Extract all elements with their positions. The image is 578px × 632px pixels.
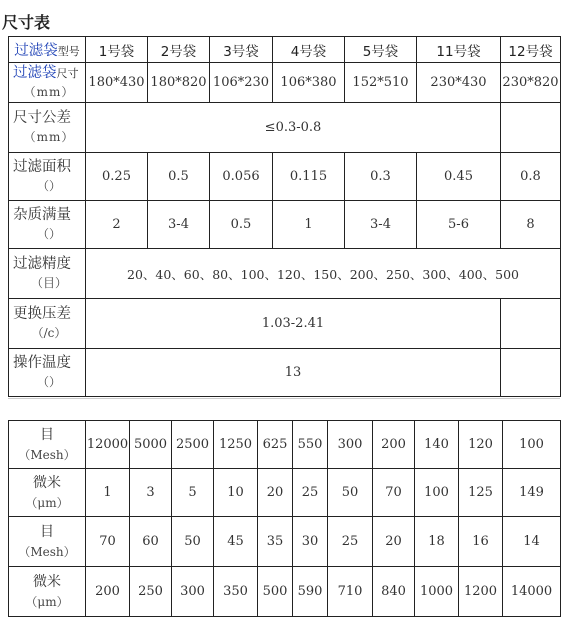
capacity-cell: 3-4 xyxy=(345,201,417,249)
area-row xyxy=(9,153,561,201)
conversion-row-label xyxy=(9,421,86,469)
conversion-cell: 25 xyxy=(328,517,373,567)
corner-main-label: 过滤袋 xyxy=(14,43,58,59)
conversion-label: 微米 xyxy=(33,573,61,590)
conversion-row xyxy=(9,517,561,567)
capacity-cell: 5-6 xyxy=(417,201,501,249)
conversion-row xyxy=(9,469,561,517)
empty-cell xyxy=(501,299,561,349)
conversion-row-label xyxy=(9,567,86,617)
capacity-row xyxy=(9,201,561,249)
precision-value: 20、40、60、80、100、120、150、200、250、300、400、500 xyxy=(86,249,561,299)
conversion-cell: 590 xyxy=(293,567,328,617)
conversion-cell: 500 xyxy=(258,567,293,617)
conversion-cell: 625 xyxy=(258,421,293,469)
conversion-cell: 1000 xyxy=(415,567,459,617)
conversion-cell: 1250 xyxy=(214,421,258,469)
temp-row-label xyxy=(9,349,86,397)
precision-row-label xyxy=(9,249,86,299)
area-row-label xyxy=(9,153,86,201)
conversion-cell: 5000 xyxy=(130,421,172,469)
model-header: 11号袋 xyxy=(417,37,501,63)
conversion-cell: 50 xyxy=(328,469,373,517)
conversion-row xyxy=(9,567,561,617)
precision-unit: （目） xyxy=(30,275,67,290)
conversion-cell: 12000 xyxy=(86,421,130,469)
conversion-row-label xyxy=(9,469,86,517)
conversion-cell: 20 xyxy=(373,517,415,567)
corner-header-cell xyxy=(9,37,86,63)
area-cell: 0.8 xyxy=(501,153,561,201)
pressure-row xyxy=(9,299,561,349)
conversion-cell: 550 xyxy=(293,421,328,469)
temp-unit: （） xyxy=(36,374,61,389)
area-label: 过滤面积 xyxy=(13,158,71,175)
conversion-cell: 100 xyxy=(503,421,561,469)
size-row xyxy=(9,63,561,103)
pressure-label: 更换压差 xyxy=(13,305,71,322)
conversion-cell: 25 xyxy=(293,469,328,517)
size-cell: 106*230 xyxy=(210,63,273,103)
conversion-cell: 60 xyxy=(130,517,172,567)
section-divider xyxy=(8,398,560,399)
empty-cell xyxy=(501,349,561,397)
conversion-cell: 149 xyxy=(503,469,561,517)
pressure-row-label xyxy=(9,299,86,349)
header-row xyxy=(9,37,561,63)
conversion-cell: 1 xyxy=(86,469,130,517)
conversion-label: 目 xyxy=(40,523,54,540)
conversion-cell: 3 xyxy=(130,469,172,517)
area-unit: （） xyxy=(36,178,61,193)
model-header: 12号袋 xyxy=(501,37,561,63)
conversion-cell: 300 xyxy=(172,567,214,617)
temp-value: 13 xyxy=(86,349,501,397)
model-header: 1号袋 xyxy=(86,37,148,63)
size-table xyxy=(8,36,561,397)
conversion-cell: 50 xyxy=(172,517,214,567)
size-cell: 180*820 xyxy=(148,63,210,103)
conversion-cell: 45 xyxy=(214,517,258,567)
pressure-unit: （/c） xyxy=(31,325,67,340)
capacity-cell: 8 xyxy=(501,201,561,249)
conversion-label: 目 xyxy=(40,426,54,443)
size-label: 过滤袋 xyxy=(13,64,57,81)
precision-row xyxy=(9,249,561,299)
conversion-cell: 1200 xyxy=(459,567,503,617)
conversion-cell: 70 xyxy=(373,469,415,517)
conversion-label: 微米 xyxy=(33,474,61,491)
capacity-row-label xyxy=(9,201,86,249)
conversion-cell: 125 xyxy=(459,469,503,517)
conversion-cell: 14000 xyxy=(503,567,561,617)
conversion-cell: 5 xyxy=(172,469,214,517)
area-cell: 0.25 xyxy=(86,153,148,201)
size-row-label xyxy=(9,63,86,103)
conversion-cell: 100 xyxy=(415,469,459,517)
conversion-unit: （Mesh） xyxy=(18,544,76,559)
area-cell: 0.5 xyxy=(148,153,210,201)
conversion-row xyxy=(9,421,561,469)
conversion-cell: 200 xyxy=(373,421,415,469)
pressure-value: 1.03-2.41 xyxy=(86,299,501,349)
tolerance-row xyxy=(9,103,561,153)
conversion-cell: 18 xyxy=(415,517,459,567)
size-label-suffix: 尺寸 xyxy=(56,66,79,80)
area-cell: 0.056 xyxy=(210,153,273,201)
capacity-cell: 2 xyxy=(86,201,148,249)
size-cell: 106*380 xyxy=(273,63,345,103)
size-cell: 230*430 xyxy=(417,63,501,103)
model-header: 4号袋 xyxy=(273,37,345,63)
conversion-cell: 840 xyxy=(373,567,415,617)
size-cell: 152*510 xyxy=(345,63,417,103)
conversion-cell: 20 xyxy=(258,469,293,517)
temp-label: 操作温度 xyxy=(13,354,71,371)
capacity-cell: 1 xyxy=(273,201,345,249)
capacity-unit: （） xyxy=(36,226,61,241)
conversion-unit: （Mesh） xyxy=(18,447,76,462)
size-cell: 230*820 xyxy=(501,63,561,103)
conversion-unit: （μm） xyxy=(25,495,69,510)
model-header: 3号袋 xyxy=(210,37,273,63)
conversion-row-label xyxy=(9,517,86,567)
tolerance-label: 尺寸公差 xyxy=(13,109,71,126)
capacity-cell: 3-4 xyxy=(148,201,210,249)
size-cell: 180*430 xyxy=(86,63,148,103)
empty-cell xyxy=(501,103,561,153)
tolerance-unit: （mm） xyxy=(23,129,75,144)
conversion-cell: 30 xyxy=(293,517,328,567)
tolerance-value: ≤0.3-0.8 xyxy=(86,103,501,153)
conversion-cell: 710 xyxy=(328,567,373,617)
conversion-cell: 350 xyxy=(214,567,258,617)
capacity-label: 杂质满量 xyxy=(13,206,71,223)
model-header: 2号袋 xyxy=(148,37,210,63)
conversion-cell: 250 xyxy=(130,567,172,617)
conversion-cell: 70 xyxy=(86,517,130,567)
precision-label: 过滤精度 xyxy=(13,255,71,272)
size-unit: （mm） xyxy=(23,84,75,99)
area-cell: 0.45 xyxy=(417,153,501,201)
conversion-cell: 2500 xyxy=(172,421,214,469)
model-header: 5号袋 xyxy=(345,37,417,63)
conversion-cell: 140 xyxy=(415,421,459,469)
tolerance-row-label xyxy=(9,103,86,153)
area-cell: 0.3 xyxy=(345,153,417,201)
conversion-unit: （μm） xyxy=(25,594,69,609)
conversion-cell: 16 xyxy=(459,517,503,567)
conversion-cell: 300 xyxy=(328,421,373,469)
conversion-cell: 35 xyxy=(258,517,293,567)
capacity-cell: 0.5 xyxy=(210,201,273,249)
corner-sub-label: 型号 xyxy=(57,45,80,58)
temp-row xyxy=(9,349,561,397)
conversion-cell: 14 xyxy=(503,517,561,567)
page-title: 尺寸表 xyxy=(2,13,51,32)
area-cell: 0.115 xyxy=(273,153,345,201)
conversion-cell: 10 xyxy=(214,469,258,517)
conversion-cell: 200 xyxy=(86,567,130,617)
conversion-cell: 120 xyxy=(459,421,503,469)
mesh-conversion-table xyxy=(8,420,561,617)
